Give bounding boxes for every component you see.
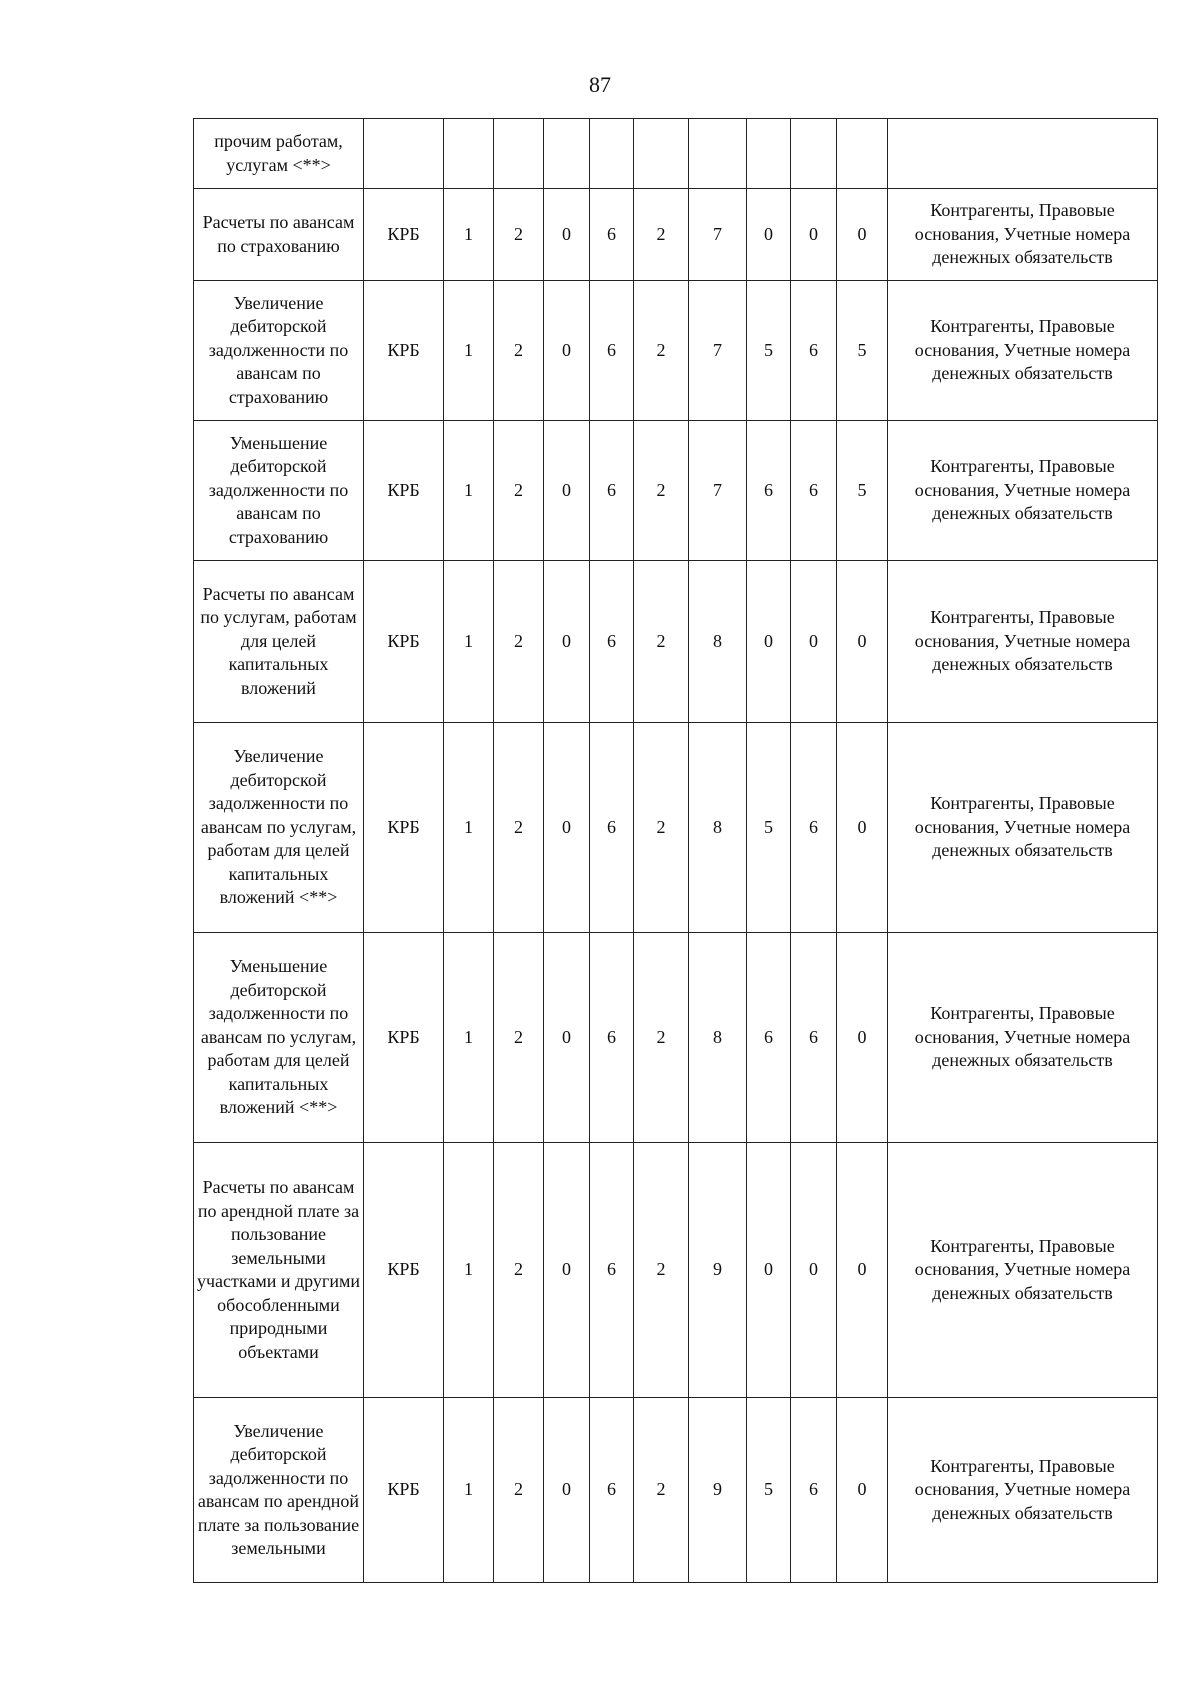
account-digit-cell: 0 <box>544 1143 590 1398</box>
account-name-cell: Увеличение дебиторской задолженности по авансам по страхованию <box>194 281 364 421</box>
account-digit-cell: 5 <box>747 723 791 933</box>
account-digit-cell: 0 <box>747 1143 791 1398</box>
budget-code-cell <box>364 119 444 189</box>
account-digit-cell: 2 <box>494 723 544 933</box>
account-digit-cell: 0 <box>747 189 791 281</box>
budget-code-cell: КРБ <box>364 933 444 1143</box>
account-name-cell: Уменьшение дебиторской задолженности по авансам по услугам, работам для целей капитальных вложений <**> <box>194 933 364 1143</box>
account-digit-cell: 1 <box>444 723 494 933</box>
account-name-cell: Увеличение дебиторской задолженности по авансам по услугам, работам для целей капитальных вложений <**> <box>194 723 364 933</box>
table-row <box>194 1143 1158 1398</box>
account-digit-cell: 8 <box>689 933 747 1143</box>
account-digit-cell: 5 <box>747 281 791 421</box>
account-digit-cell: 6 <box>590 561 634 723</box>
account-digit-cell: 6 <box>590 933 634 1143</box>
account-digit-cell: 9 <box>689 1143 747 1398</box>
account-digit-cell: 6 <box>791 723 837 933</box>
account-digit-cell: 6 <box>791 1398 837 1583</box>
accounts-table <box>193 118 1158 1583</box>
account-digit-cell: 2 <box>494 421 544 561</box>
account-name-cell: Расчеты по авансам по арендной плате за пользование земельными участками и другими обособленными природными объектами <box>194 1143 364 1398</box>
budget-code-cell: КРБ <box>364 1143 444 1398</box>
account-digit-cell: 6 <box>747 933 791 1143</box>
account-digit-cell: 5 <box>837 281 888 421</box>
account-digit-cell <box>689 119 747 189</box>
table-row <box>194 933 1158 1143</box>
account-digit-cell: 6 <box>791 421 837 561</box>
analytics-cell: Контрагенты, Правовые основания, Учетные номера денежных обязательств <box>888 1398 1158 1583</box>
account-digit-cell: 6 <box>590 1398 634 1583</box>
account-digit-cell: 6 <box>747 421 791 561</box>
account-digit-cell: 6 <box>791 281 837 421</box>
account-digit-cell: 2 <box>494 561 544 723</box>
analytics-cell: Контрагенты, Правовые основания, Учетные номера денежных обязательств <box>888 281 1158 421</box>
account-digit-cell: 5 <box>747 1398 791 1583</box>
account-digit-cell: 8 <box>689 723 747 933</box>
account-digit-cell <box>544 119 590 189</box>
account-digit-cell: 2 <box>634 189 689 281</box>
account-digit-cell: 2 <box>494 281 544 421</box>
account-digit-cell: 1 <box>444 421 494 561</box>
account-name-cell: Расчеты по авансам по страхованию <box>194 189 364 281</box>
account-digit-cell: 0 <box>747 561 791 723</box>
account-digit-cell: 0 <box>791 1143 837 1398</box>
account-digit-cell: 0 <box>544 723 590 933</box>
budget-code-cell: КРБ <box>364 723 444 933</box>
account-digit-cell: 0 <box>837 1398 888 1583</box>
account-digit-cell: 2 <box>634 723 689 933</box>
account-digit-cell <box>590 119 634 189</box>
account-digit-cell: 6 <box>590 1143 634 1398</box>
account-digit-cell <box>747 119 791 189</box>
analytics-cell: Контрагенты, Правовые основания, Учетные номера денежных обязательств <box>888 933 1158 1143</box>
account-digit-cell: 6 <box>590 189 634 281</box>
account-name-cell: прочим работам, услугам <**> <box>194 119 364 189</box>
account-digit-cell: 1 <box>444 1398 494 1583</box>
account-digit-cell <box>494 119 544 189</box>
account-digit-cell: 2 <box>634 561 689 723</box>
account-digit-cell: 0 <box>791 561 837 723</box>
analytics-cell: Контрагенты, Правовые основания, Учетные номера денежных обязательств <box>888 561 1158 723</box>
account-digit-cell: 0 <box>837 933 888 1143</box>
account-digit-cell: 0 <box>837 723 888 933</box>
account-digit-cell: 2 <box>634 1143 689 1398</box>
account-digit-cell: 6 <box>590 281 634 421</box>
table-row <box>194 189 1158 281</box>
account-digit-cell: 2 <box>634 1398 689 1583</box>
account-digit-cell: 0 <box>837 1143 888 1398</box>
account-digit-cell <box>837 119 888 189</box>
analytics-cell: Контрагенты, Правовые основания, Учетные номера денежных обязательств <box>888 1143 1158 1398</box>
account-digit-cell: 6 <box>791 933 837 1143</box>
account-digit-cell: 7 <box>689 189 747 281</box>
account-digit-cell: 8 <box>689 561 747 723</box>
account-digit-cell <box>791 119 837 189</box>
account-name-cell: Уменьшение дебиторской задолженности по авансам по страхованию <box>194 421 364 561</box>
table-row <box>194 1398 1158 1583</box>
budget-code-cell: КРБ <box>364 561 444 723</box>
account-digit-cell: 1 <box>444 933 494 1143</box>
table-row <box>194 561 1158 723</box>
account-digit-cell: 1 <box>444 281 494 421</box>
account-digit-cell: 0 <box>544 281 590 421</box>
account-digit-cell: 2 <box>634 281 689 421</box>
account-digit-cell: 1 <box>444 189 494 281</box>
analytics-cell: Контрагенты, Правовые основания, Учетные номера денежных обязательств <box>888 189 1158 281</box>
analytics-cell: Контрагенты, Правовые основания, Учетные номера денежных обязательств <box>888 723 1158 933</box>
account-digit-cell: 0 <box>544 421 590 561</box>
account-digit-cell: 9 <box>689 1398 747 1583</box>
budget-code-cell: КРБ <box>364 421 444 561</box>
account-digit-cell: 0 <box>791 189 837 281</box>
analytics-cell <box>888 119 1158 189</box>
budget-code-cell: КРБ <box>364 189 444 281</box>
page-number: 87 <box>589 72 611 97</box>
account-digit-cell: 2 <box>634 933 689 1143</box>
account-digit-cell: 5 <box>837 421 888 561</box>
account-digit-cell: 2 <box>634 421 689 561</box>
account-digit-cell: 6 <box>590 723 634 933</box>
budget-code-cell: КРБ <box>364 281 444 421</box>
account-digit-cell: 2 <box>494 189 544 281</box>
account-digit-cell: 2 <box>494 1143 544 1398</box>
account-digit-cell: 0 <box>544 189 590 281</box>
table-row <box>194 119 1158 189</box>
account-digit-cell: 7 <box>689 421 747 561</box>
budget-code-cell: КРБ <box>364 1398 444 1583</box>
account-digit-cell: 7 <box>689 281 747 421</box>
account-digit-cell: 0 <box>837 189 888 281</box>
table-row <box>194 281 1158 421</box>
account-digit-cell <box>634 119 689 189</box>
account-name-cell: Расчеты по авансам по услугам, работам для целей капитальных вложений <box>194 561 364 723</box>
account-digit-cell: 0 <box>544 561 590 723</box>
account-digit-cell <box>444 119 494 189</box>
account-digit-cell: 1 <box>444 561 494 723</box>
account-digit-cell: 6 <box>590 421 634 561</box>
account-digit-cell: 1 <box>444 1143 494 1398</box>
account-digit-cell: 0 <box>837 561 888 723</box>
account-digit-cell: 0 <box>544 1398 590 1583</box>
account-digit-cell: 0 <box>544 933 590 1143</box>
table-row <box>194 723 1158 933</box>
table-row <box>194 421 1158 561</box>
account-digit-cell: 2 <box>494 933 544 1143</box>
account-name-cell: Увеличение дебиторской задолженности по авансам по арендной плате за пользование земельными <box>194 1398 364 1583</box>
account-digit-cell: 2 <box>494 1398 544 1583</box>
analytics-cell: Контрагенты, Правовые основания, Учетные номера денежных обязательств <box>888 421 1158 561</box>
